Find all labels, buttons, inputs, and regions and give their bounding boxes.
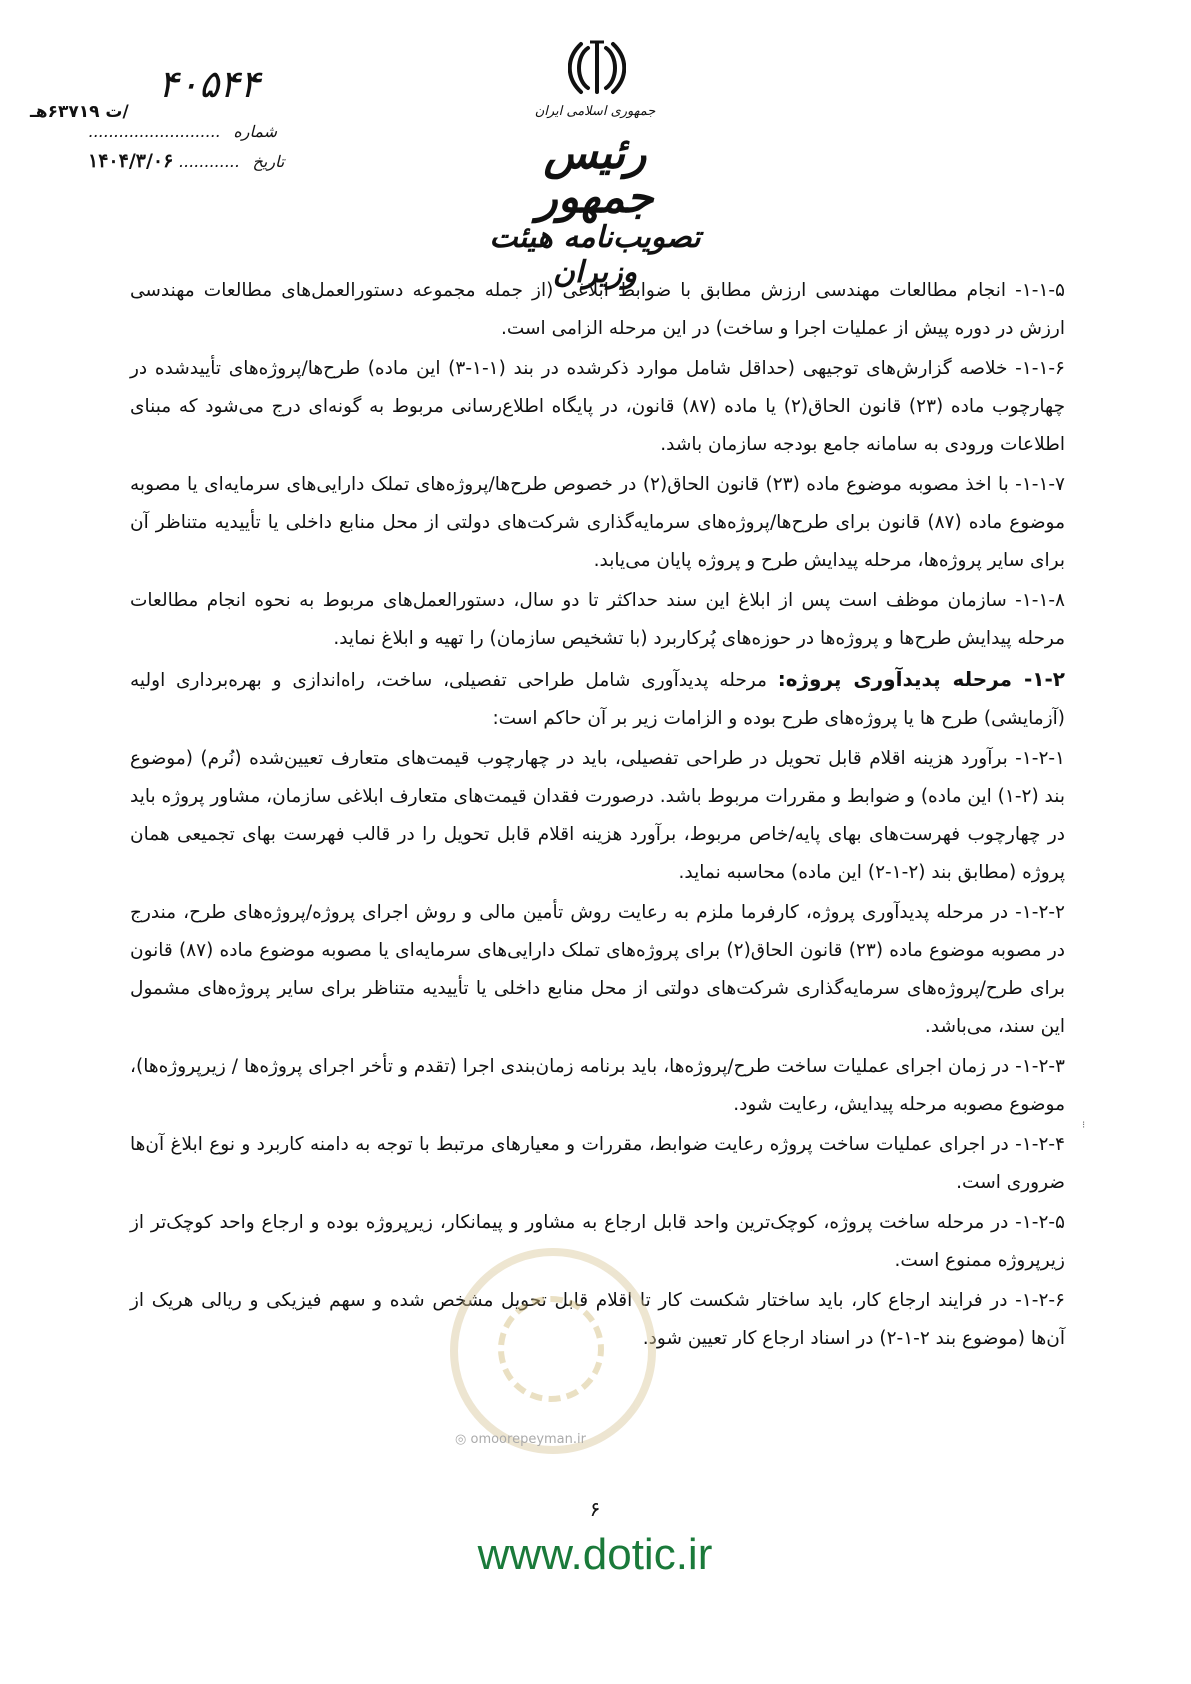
number-row: [88, 122, 277, 141]
paragraph-1-2-2: ۱-۲-۲- در مرحله پدیدآوری پروژه، کارفرما ملزم به رعایت روش تأمین مالی و روش اجرای پروژه/پروژه‌های طرح، مندرج در مصوبه موضوع ماده (۲۳) قانون الحاق(۲) برای پروژه‌های تملک دارایی‌های سرمایه‌ای یا مصوبه موضوع ماده (۸۷) قانون برای طرح/پروژه‌های سرمایه‌گذاری شرکت‌های دولتی از محل منابع داخلی یا تأییدیه متناظر برای سایر پروژه‌های مشمول این سند، می‌باشد.: [130, 902, 1065, 1037]
reference-code: /ت ۶۳۷۱۹هـ: [30, 102, 129, 122]
number-label: شماره: [233, 122, 277, 141]
date-dots: ............: [178, 152, 240, 171]
section-1-2-text: مرحله پدیدآوری شامل طراحی تفصیلی، ساخت، راه‌اندازی و بهره‌برداری اولیه (آزمایشی) طرح ها یا پروژه‌های طرح بوده و الزامات زیر بر آن حاکم است:: [130, 670, 1065, 729]
gov-subtitle: جمهوری اسلامی ایران: [534, 104, 656, 119]
watermark-site: ◎ omoorepeyman.ir: [455, 1432, 586, 1447]
section-1-2-title: ۱-۲- مرحله پدیدآوری پروژه:: [777, 667, 1065, 691]
iran-emblem-icon: [568, 38, 626, 98]
date-value: ۱۴۰۴/۳/۰۶: [88, 150, 174, 172]
margin-mark: ⁝: [1082, 1120, 1086, 1131]
document-body: [130, 272, 1065, 1358]
number-dots: ..........................: [88, 122, 221, 141]
paragraph-1-2-1: ۱-۲-۱- برآورد هزینه اقلام قابل تحویل در طراحی تفصیلی، باید در چهارچوب قیمت‌های متعارف تعیین‌شده (نُرم) (موضوع بند (۲-۱) این ماده) و ضوابط و مقررات مربوط باشد. درصورت فقدان قیمت‌های متعارف ابلاغی سازمان، مشاور پروژه باید در چهارچوب فهرست‌های بهای پایه/خاص مربوط، برآورد هزینه اقلام قابل تحویل را در قالب فهرست بهای تجمیعی همان پروژه (مطابق بند (۲-۱-۲) این ماده) محاسبه نماید.: [130, 748, 1065, 883]
document-meta: [30, 62, 338, 182]
paragraph-1-1-7: ۱-۱-۷- با اخذ مصوبه موضوع ماده (۲۳) قانون الحاق(۲) در خصوص طرح‌ها/پروژه‌های تملک دارایی‌های سرمایه‌ای یا مصوبه موضوع ماده (۸۷) قانون برای طرح‌ها/پروژه‌های سرمایه‌گذاری شرکت‌های دولتی از محل منابع داخلی یا تأییدیه متناظر آن برای سایر پروژه‌ها، مرحله پیدایش طرح و پروژه پایان می‌یابد.: [130, 474, 1065, 571]
approval-title: تصویب‌نامه هیئت وزیران: [489, 220, 701, 290]
date-label: تاریخ: [252, 152, 285, 171]
paragraph-1-1-8: ۱-۱-۸- سازمان موظف است پس از ابلاغ این سند حداکثر تا دو سال، دستورالعمل‌های مربوط به نحوه انجام مطالعات مرحله پیدایش طرح‌ها و پروژه‌ها در حوزه‌های پُرکاربرد (با تشخیص سازمان) را تهیه و ابلاغ نماید.: [130, 590, 1065, 649]
paragraph-1-2-3: ۱-۲-۳- در زمان اجرای عملیات ساخت طرح/پروژه‌ها، باید برنامه زمان‌بندی اجرا (تقدم و تأخر اجرای پروژه‌ها / زیرپروژه‌ها)، موضوع مصوبه مرحله پیدایش، رعایت شود.: [130, 1056, 1065, 1115]
paragraph-1-2-5: ۱-۲-۵- در مرحله ساخت پروژه، کوچک‌ترین واحد قابل ارجاع به مشاور و پیمانکار، زیرپروژه بوده و ارجاع واحد کوچک‌تر از زیرپروژه ممنوع است.: [130, 1212, 1065, 1271]
paragraph-1-2-4: ۱-۲-۴- در اجرای عملیات ساخت پروژه رعایت ضوابط، مقررات و معیارهای مرتبط با توجه به دامنه کاربرد و نوع ابلاغ آن‌ها ضروری است.: [130, 1134, 1065, 1193]
handwritten-doc-number: ۴۰۵۴۴: [158, 62, 261, 106]
presidency-title: رئیس جمهور: [536, 128, 654, 223]
paragraph-1-1-6: ۱-۱-۶- خلاصه گزارش‌های توجیهی (حداقل شامل موارد ذکرشده در بند (۱-۱-۳) این ماده) طرح‌ها/پروژه‌های تأییدشده در چهارچوب ماده (۲۳) قانون الحاق(۲) یا ماده (۸۷) قانون، در پایگاه اطلاع‌رسانی مربوط به گونه‌ای درج می‌شود که مبنای اطلاعات ورودی به سامانه جامع بودجه سازمان باشد.: [130, 358, 1066, 455]
page-number: ۶: [589, 1497, 601, 1521]
footer-url: www.dotic.ir: [477, 1530, 713, 1579]
paragraph-1-1-5: ۱-۱-۵- انجام مطالعات مهندسی ارزش مطابق با ضوابط ابلاغی (از جمله مجموعه دستورالعمل‌های مطالعات مهندسی ارزش در دوره پیش از عملیات اجرا و ساخت) در این مرحله الزامی است.: [130, 280, 1065, 339]
date-row: [88, 150, 284, 172]
section-1-2: [130, 660, 1065, 738]
paragraph-1-2-6: ۱-۲-۶- در فرایند ارجاع کار، باید ساختار شکست کار تا اقلام قابل تحویل مشخص شده و سهم فیزیکی و ریالی هریک از آن‌ها (موضوع بند ۲-۱-۲) در اسناد ارجاع کار تعیین شود.: [130, 1290, 1065, 1349]
